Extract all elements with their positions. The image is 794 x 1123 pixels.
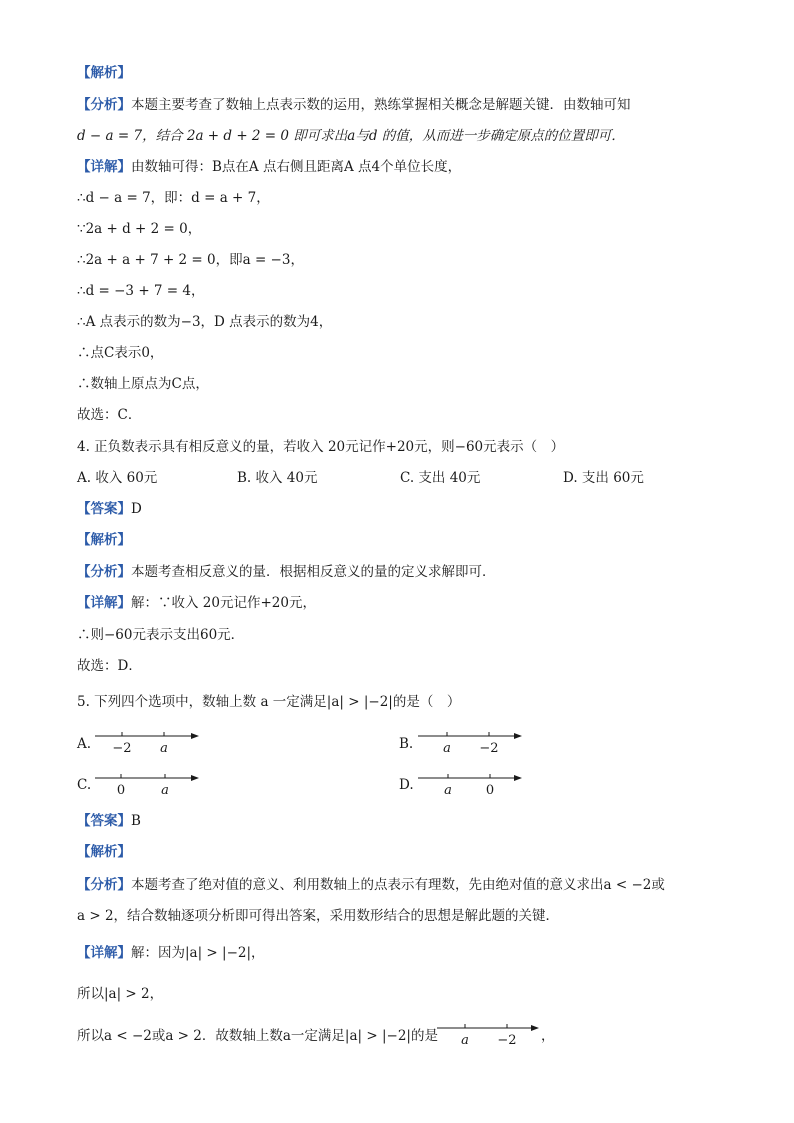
q5-option-c-number-line [95,770,205,802]
q5-option-d-letter: D. [399,777,414,793]
fenxi-text: 本题主要考查了数轴上点表示数的运用，熟练掌握相关概念是解题关键．由数轴可知 [131,97,631,113]
step-line: ∴点C表示0， [77,345,164,361]
xiangjie-text: 由数轴可得：B点在A 点右侧且距离A 点4个单位长度， [131,159,462,175]
tick-label: 0 [116,783,126,798]
q4-step: ∴则−60元表示支出60元． [77,627,245,643]
fenxi-text: 本题考查相反意义的量．根据相反意义的量的定义求解即可． [131,564,496,580]
tick-label: a [444,783,452,798]
xiangjie-tag: 【详解】 [77,945,131,961]
q4-option-d: D. 支出 60元 [563,470,644,486]
q5-option-c-letter: C. [77,777,92,793]
fenxi-text: 本题考查了绝对值的意义、利用数轴上的点表示有理数，先由绝对值的意义求出a < −2或 [131,877,665,893]
answer-value: D [131,501,142,517]
q4-option-b: B. 收入 40元 [237,470,318,486]
step-line: ∴数轴上原点为C点， [77,376,209,392]
q5-jiexi-heading: 【解析】 [77,844,131,860]
step-line: ∴2a + a + 7 + 2 = 0，即a = −3， [77,252,304,268]
xiangjie-text: 解：∵收入 20元记作+20元， [131,595,316,611]
daan-tag: 【答案】 [77,813,131,829]
xiangjie-line [77,158,461,176]
fenxi-tag: 【分析】 [77,877,131,893]
fenxi-tag: 【分析】 [77,97,131,113]
tick-label: a [443,741,451,756]
tick-label: 0 [485,783,495,798]
tick-label: −2 [479,741,499,756]
q5-answer [77,812,141,830]
fenxi-line-2: d − a = 7，结合 2a + d + 2 = 0 即可求出a与d 的值，从而进一步确定原点的位置即可． [77,128,625,144]
q4-option-a: A. 收入 60元 [77,470,158,486]
tick-label: −2 [112,741,132,756]
q4-answer [77,500,142,518]
jiexi-heading: 【解析】 [77,65,131,81]
step-line: ∵2a + d + 2 = 0， [77,221,202,237]
xiangjie-text: 解：因为|a| > |−2|， [131,945,265,961]
q5-option-b-letter: B. [399,736,414,752]
answer-value: B [131,813,141,829]
q5-fenxi-line-2: a > 2，结合数轴逐项分析即可得出答案，采用数形结合的思想是解此题的关键． [77,908,560,924]
q5-step-end: ， [541,1028,555,1044]
tick-label: a [160,741,168,756]
step-line: 故选：C． [77,407,142,423]
q5-stem: 5. 下列四个选项中，数轴上数 a 一定满足|a| > |−2|的是（ ） [77,694,461,710]
xiangjie-tag: 【详解】 [77,159,131,175]
q5-option-a-letter: A. [77,736,92,752]
tick-label: a [461,1033,469,1048]
q5-xiangjie [77,944,265,962]
q4-xiangjie [77,594,316,612]
step-line: ∴A 点表示的数为−3，D 点表示的数为4， [77,314,333,330]
q5-option-a-number-line [95,728,205,760]
tick-label: a [161,783,169,798]
daan-tag: 【答案】 [77,501,131,517]
q4-jiexi-heading: 【解析】 [77,532,131,548]
step-line: ∴d − a = 7，即：d = a + 7， [77,190,270,206]
fenxi-line-1 [77,96,631,114]
xiangjie-tag: 【详解】 [77,595,131,611]
q5-step: 所以|a| > 2， [77,986,164,1002]
q4-option-c: C. 支出 40元 [400,470,481,486]
tick-label: −2 [497,1033,517,1048]
q5-option-b-number-line [418,728,528,760]
q5-step: 所以a < −2或a > 2．故数轴上数a一定满足|a| > |−2|的是 [77,1028,438,1044]
q5-fenxi-line-1 [77,876,665,894]
q4-stem: 4. 正负数表示具有相反意义的量，若收入 20元记作+20元，则−60元表示（ ） [77,439,565,455]
fenxi-tag: 【分析】 [77,564,131,580]
q5-option-d-number-line [418,770,528,802]
q4-fenxi [77,563,496,581]
q5-inline-number-line [437,1020,547,1052]
q4-step: 故选：D． [77,658,142,674]
step-line: ∴d = −3 + 7 = 4， [77,283,205,299]
